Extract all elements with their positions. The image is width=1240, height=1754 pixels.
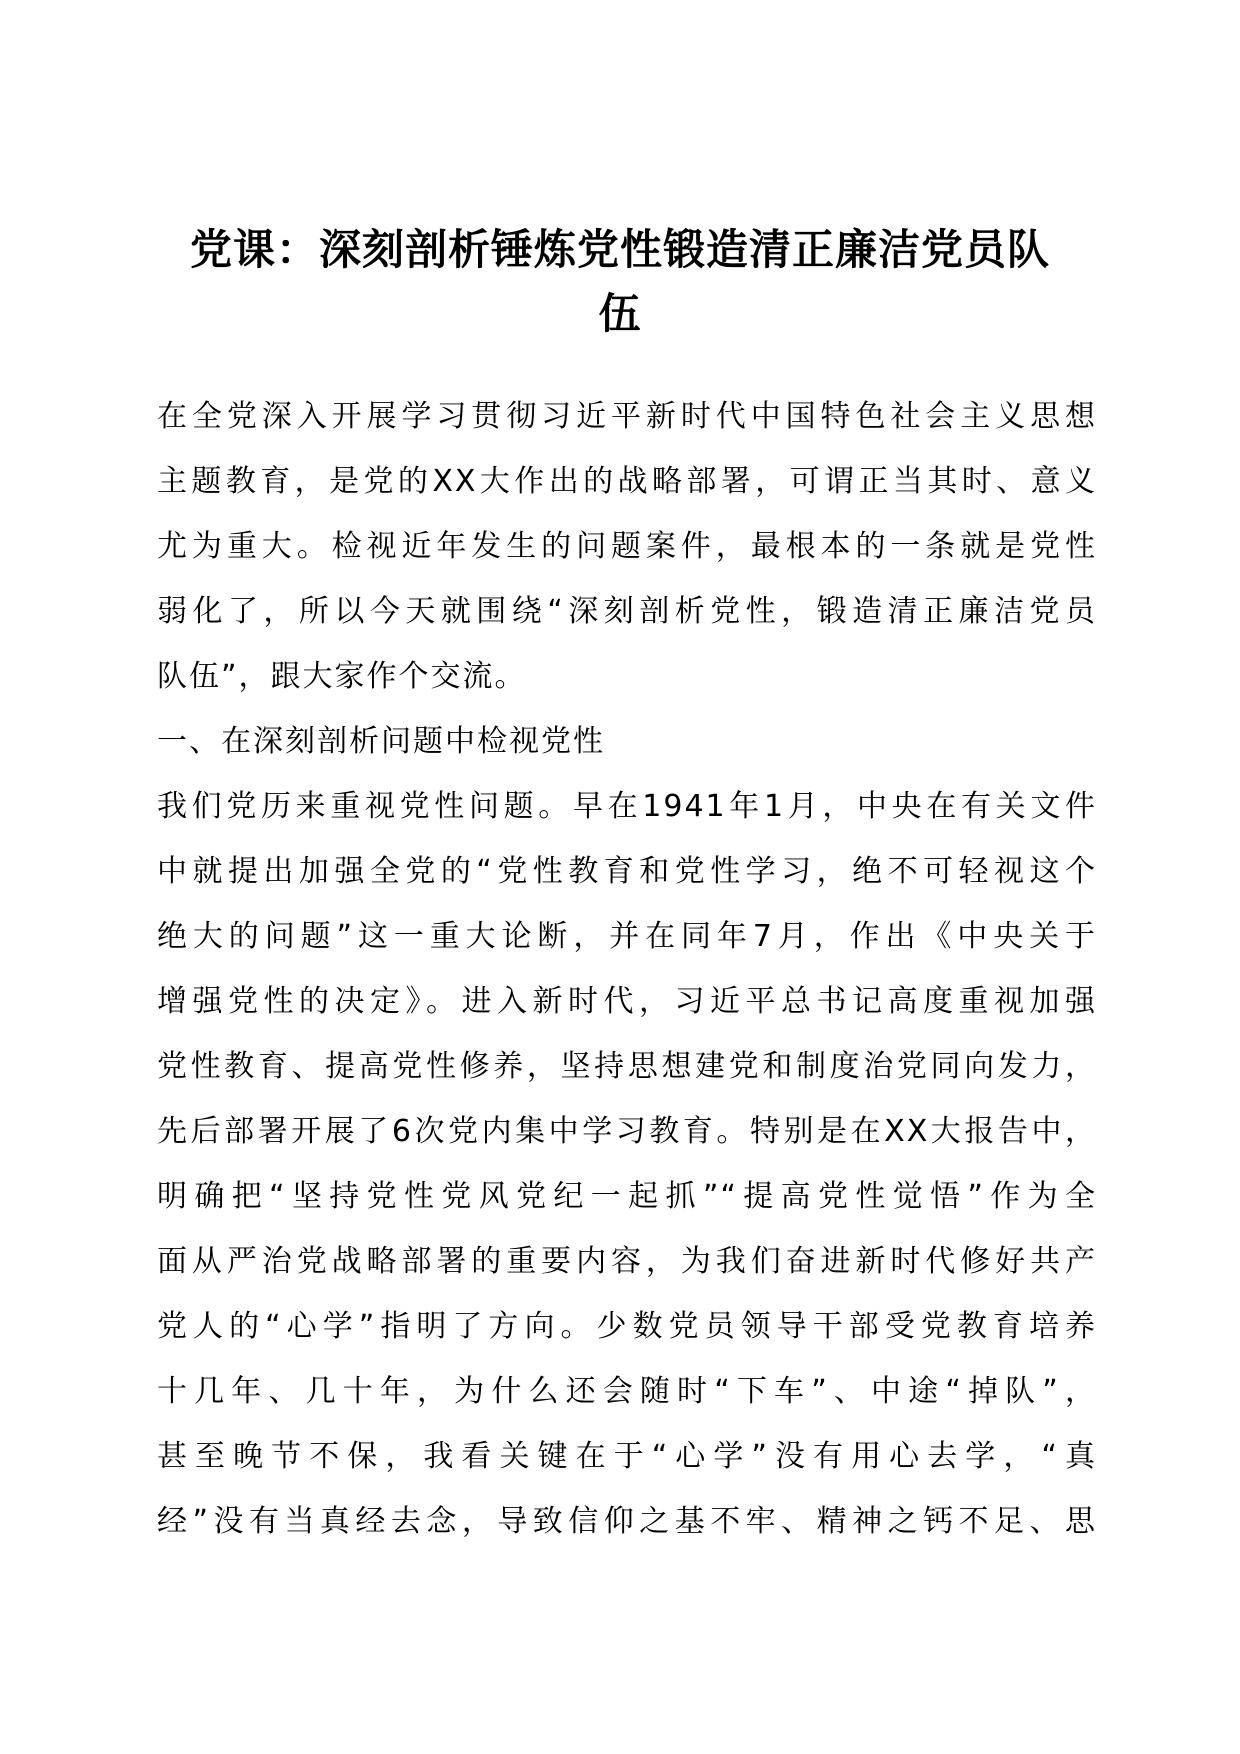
section-heading-text: 一、在深刻剖析问题中检视党性	[157, 724, 605, 759]
body-line: 中就提出加强全党的“党性教育和党性学习，绝不可轻视这个	[157, 854, 1097, 889]
body-line: 队伍”，跟大家作个交流。	[157, 659, 527, 694]
document-title	[140, 218, 1100, 346]
body-line: 尤为重大。检视近年发生的问题案件，最根本的一条就是党性	[157, 529, 1097, 564]
body-line: 甚至晚节不保，我看关键在于“心学”没有用心去学，“真	[157, 1439, 1097, 1474]
body-line: 十几年、几十年，为什么还会随时“下车”、中途“掉队”，	[157, 1374, 1097, 1409]
body-line: 面从严治党战略部署的重要内容，为我们奋进新时代修好共产	[157, 1244, 1097, 1279]
body-line: 先后部署开展了6次党内集中学习教育。特别是在XX大报告中，	[157, 1114, 1097, 1149]
body-line: 绝大的问题”这一重大论断，并在同年7月，作出《中央关于	[157, 919, 1097, 954]
paragraph-intro	[157, 384, 1097, 709]
body-line: 经”没有当真经去念，导致信仰之基不牢、精神之钙不足、思	[157, 1504, 1097, 1539]
body-line: 明确把“坚持党性党风党纪一起抓”“提高党性觉悟”作为全	[157, 1179, 1097, 1214]
body-line: 增强党性的决定》。进入新时代，习近平总书记高度重视加强	[157, 984, 1097, 1019]
body-line: 主题教育，是党的XX大作出的战略部署，可谓正当其时、意义	[157, 464, 1097, 499]
body-line: 我们党历来重视党性问题。早在1941年1月，中央在有关文件	[157, 789, 1097, 824]
section-heading-1	[157, 709, 1097, 774]
title-line-1: 党课：深刻剖析锤炼党性锻造清正廉洁党员队	[189, 225, 1050, 275]
body-line: 党性教育、提高党性修养，坚持思想建党和制度治党同向发力，	[157, 1049, 1097, 1084]
body-line: 弱化了，所以今天就围绕“深刻剖析党性，锻造清正廉洁党员	[157, 594, 1097, 629]
document-body	[157, 384, 1097, 1554]
body-line: 党人的“心学”指明了方向。少数党员领导干部受党教育培养	[157, 1309, 1097, 1344]
body-line: 在全党深入开展学习贯彻习近平新时代中国特色社会主义思想	[157, 399, 1097, 434]
title-line-2: 伍	[598, 289, 642, 339]
paragraph-section-1	[157, 774, 1097, 1554]
